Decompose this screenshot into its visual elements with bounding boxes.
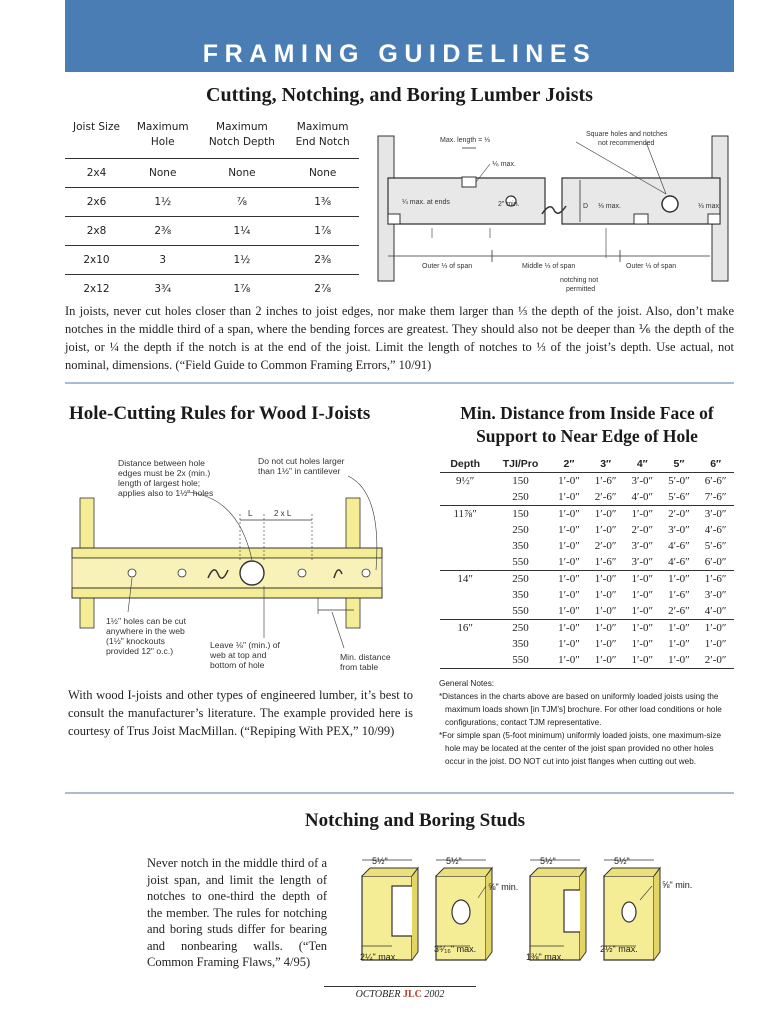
general-notes <box>439 677 734 768</box>
cantilever-note: Do not cut holes larger than 1½" in cantilever <box>258 456 345 476</box>
header-joist-size: Joist Size <box>65 118 128 159</box>
joist-table-header <box>65 118 359 159</box>
page-footer: OCTOBER JLC 2002 <box>324 986 476 1000</box>
distance-table <box>440 458 734 669</box>
table-row: 2x8 2⅜ 1¼ 1⅞ <box>65 217 359 246</box>
notching-note: notching not permitted <box>560 277 599 293</box>
table-row: 11⅞″ 150 1′-0″ 1′-0″ 1′-0″ 2′-0″ 3′-0″ <box>453 508 727 520</box>
stud2-depth: 3⁵⁄₁₆" max. <box>434 944 477 954</box>
stud4-width: 5½" <box>614 856 630 866</box>
square-note: Square holes and notches not recommended <box>586 131 668 147</box>
table-row: 2x12 3¾ 1⅞ 2⅞ <box>83 283 332 295</box>
table-row: 350 1′-0″ 1′-0″ 1′-0″ 1′-0″ 1′-0″ <box>512 638 727 650</box>
stud3-width: 5½" <box>540 856 556 866</box>
quarter-max-label: ¼ max. at ends <box>402 199 450 206</box>
table-row: 16″ 250 1′-0″ 1′-0″ 1′-0″ 1′-0″ 1′-0″ <box>457 622 727 634</box>
i-joist-diagram <box>68 452 430 678</box>
table-row: 2x10 3 1½ 2⅜ <box>65 246 359 275</box>
section2-title: Hole-Cutting Rules for Wood I-Joists <box>69 403 371 424</box>
third-max-right-label: ⅓ max. <box>698 203 721 210</box>
table-row: 550 1′-0″ 1′-0″ 1′-0″ 2′-6″ 4′-0″ <box>440 603 734 620</box>
middle-label: Middle ⅓ of span <box>522 263 576 270</box>
knockout-note: 1½" holes can be cut anywhere in the web (1½" knockouts provided 12" o.c.) <box>106 616 186 656</box>
table-row: 250 1′-0″ 1′-0″ 2′-0″ 3′-0″ 4′-6″ <box>512 524 727 536</box>
two-min-label: 2" min. <box>498 201 520 208</box>
outer-right-label: Outer ⅓ of span <box>626 263 677 270</box>
notes-title: General Notes: <box>439 679 495 688</box>
table-row: 2x6 1½ ⅞ 1⅜ <box>65 188 359 217</box>
stud4-min: ⅝" min. <box>662 880 693 890</box>
table-row: 9½″ 150 1′-0″ 1′-6″ 3′-0″ 5′-0″ 6′-6″ <box>456 475 727 487</box>
table-row: 14″ 250 1′-0″ 1′-0″ 1′-0″ 1′-0″ 1′-6″ <box>457 573 727 585</box>
min-distance-note: Min. distance from table <box>340 652 391 672</box>
header-max-end-notch: Maximum End Notch <box>286 118 359 159</box>
stud-notching-diagram <box>352 852 712 972</box>
stud2-min: ⅝" min. <box>488 882 519 892</box>
joist-table <box>65 118 359 303</box>
third-max-hole-label: ⅓ max. <box>598 203 621 210</box>
section-divider <box>65 792 734 794</box>
d-label: D <box>583 203 589 210</box>
section1-paragraph: In joists, never cut holes closer than 2 inches to joist edges, nor make them larger than ⅓ the depth of the joist. Also, don’t make notches in the middle third of a span, where the bending forces are greatest. They should also not be deeper than ⅙ the depth of the joist, or ¼ the depth if the notch is at the end of the joist. Limit the length of notches to ⅓ of the joist’s depth. Use actual, not nominal, dimensions. (“Field Guide to Common Framing Errors,” 10/91) <box>65 304 734 372</box>
max-length-label: Max. length = ⅓ <box>440 137 491 144</box>
header-max-notch: Maximum Notch Depth <box>197 118 286 159</box>
note-1: *Distances in the charts above are based on uniformly loaded joists using the maximum loads shown [in TJM’s] brochure. For other load conditions or hole configurations, contact TJM representative. <box>439 692 722 727</box>
stud1-depth: 2¼" max. <box>360 952 398 962</box>
outer-left-label: Outer ⅓ of span <box>422 263 473 270</box>
distance-table-header: Depth TJI/Pro 2″ 3″ 4″ 5″ 6″ <box>440 458 734 473</box>
stud4-depth: 2½" max. <box>600 944 638 954</box>
section1-title: Cutting, Notching, and Boring Lumber Joists <box>206 84 593 106</box>
stud3-depth: 1⅜" max. <box>526 952 564 962</box>
table-row: 550 1′-0″ 1′-0″ 1′-0″ 1′-0″ 2′-0″ <box>440 652 734 669</box>
stud1-width: 5½" <box>372 856 388 866</box>
leave-note: Leave ⅛" (min.) of web at top and bottom of hole <box>210 640 280 670</box>
distance-note: Distance between hole edges must be 2x (min.) length of largest hole; applies also to 1½" holes <box>118 458 214 498</box>
table-row: 350 1′-0″ 2′-0″ 3′-0″ 4′-6″ 5′-6″ <box>512 540 727 552</box>
table-row: 550 1′-0″ 1′-6″ 3′-0″ 4′-6″ 6′-0″ <box>440 554 734 571</box>
sixth-max-label: ⅙ max. <box>492 161 516 168</box>
stud2-width: 5½" <box>446 856 462 866</box>
l-label: L <box>248 509 253 518</box>
section4-title: Notching and Boring Studs <box>304 810 526 831</box>
note-2: *For simple span (5-foot minimum) uniformly loaded joists, one maximum-size hole may be located at the center of the joist span provided no other holes occur in the joist. DO NOT cut into joist flanges when cutting out web. <box>439 731 722 766</box>
header-max-hole: Maximum Hole <box>128 118 197 159</box>
two-l-label: 2 x L <box>274 509 292 518</box>
section3-title: Min. Distance from Inside Face of Support to Near Edge of Hole <box>460 403 714 446</box>
table-row: 250 1′-0″ 2′-6″ 4′-0″ 5′-6″ 7′-6″ <box>440 489 734 506</box>
joist-notching-diagram <box>370 128 734 296</box>
section2-paragraph: With wood I-joists and other types of engineered lumber, it’s best to consult the manufacturer’s literature. The example provided here is courtesy of Trus Joist MacMillan. (“Repiping With PEX,” 10/99) <box>68 688 413 738</box>
table-row: 2x4 None None None <box>65 159 359 188</box>
section4-paragraph: Never notch in the middle third of a joist span, and limit the length of notches to one-third the depth of the member. The rules for notching and boring studs differ for bearing and nonbearing walls. (“Ten Common Framing Flaws,” 4/95) <box>147 856 327 969</box>
page-title: FRAMING GUIDELINES <box>202 40 597 68</box>
section-divider <box>65 382 734 384</box>
table-row: 350 1′-0″ 1′-0″ 1′-0″ 1′-6″ 3′-0″ <box>512 589 727 601</box>
